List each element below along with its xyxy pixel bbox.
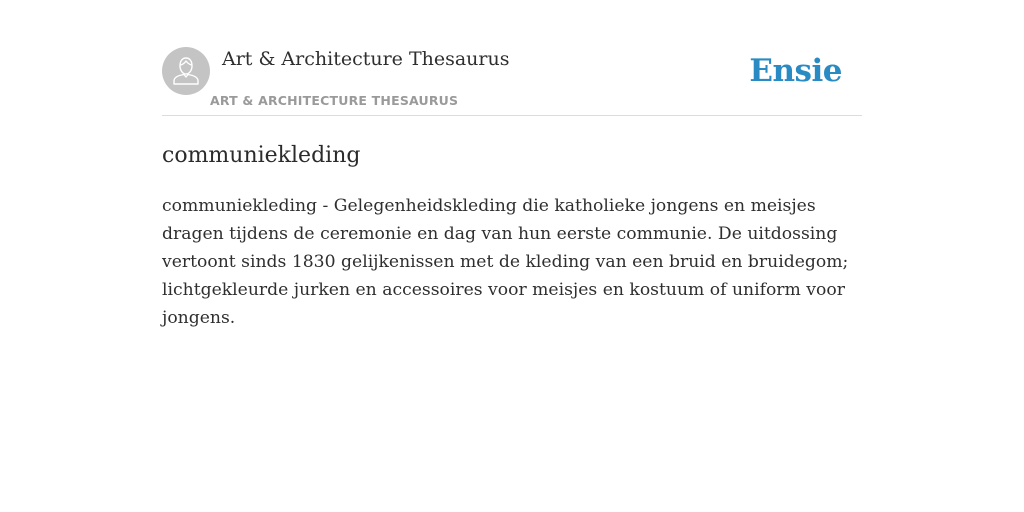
entry-header	[162, 47, 862, 116]
entry-title: communiekleding	[162, 143, 361, 168]
entry-card	[162, 47, 862, 332]
entry-definition: communiekleding - Gelegenheidskleding die katholieke jongens en meisjes dragen tijdens de ceremonie en dag van hun eerste communie. De uitdossing vertoont sinds 1830 gelijkenissen met de kleding van een bruid en bruidegom; lichtgekleurde jurken en accessoires voor meisjes en kostuum of uniform voor jongens.	[162, 196, 849, 328]
brand-logo[interactable]: Ensie	[749, 53, 842, 89]
author-name[interactable]: Art & Architecture Thesaurus	[222, 48, 510, 70]
user-avatar-icon[interactable]	[162, 47, 210, 95]
author-source-label[interactable]: ART & ARCHITECTURE THESAURUS	[210, 93, 459, 108]
